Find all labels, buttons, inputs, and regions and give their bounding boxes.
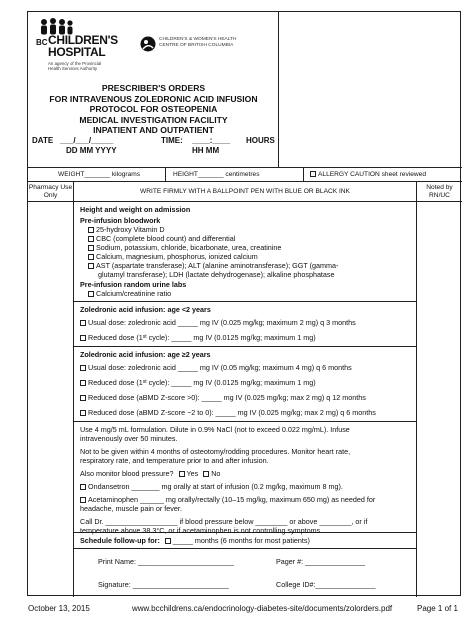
orders-body [28,202,462,597]
admission-section [74,202,416,302]
followup-order[interactable] [80,536,310,545]
dose-label: Usual dose: zoledronic acid _____ mg IV (0.025 mg/kg; maximum 2 mg) q 3 months [88,318,356,327]
checkbox-icon[interactable] [310,171,316,177]
dose-label: Reduced dose (aBMD Z-score >0): _____ mg IV (0.025 mg/kg; max 2 mg) q 12 months [88,393,366,402]
checkbox-icon[interactable] [80,410,86,416]
urine-label: Calcium/creatinine ratio [96,289,172,298]
time-field[interactable]: ____:____ [192,136,231,145]
college-id-field[interactable]: College ID#:_______________ [276,580,376,589]
formulation-line: Use 4 mg/5 mL formulation. Dilute in 0.9% NaCl (not to exceed 0.022 mg/mL). Infuse [80,425,350,434]
title-line-1: PRESCRIBER'S ORDERS [101,83,206,93]
urine-item[interactable] [88,289,171,298]
logo-name [48,34,118,58]
instruction-header: WRITE FIRMLY WITH A BALLPOINT PEN WITH BLUE OR BLACK INK [140,188,350,195]
bc-childrens-hospital-logo [34,18,134,84]
allergy-check[interactable] [310,168,426,182]
dose-label-cont: cycle): _____ mg IV (0.0125 mg/kg; maximum 1 mg) [146,378,316,387]
acetaminophen-label: Acetaminophen ______ mg orally/rectally (10–15 mg/kg, maximum 650 mg) as needed for [88,495,376,504]
cwh-logo-icon [140,36,156,52]
checkbox-icon[interactable] [80,395,86,401]
infusion-under-2-section [74,302,416,347]
acetaminophen-order[interactable] [80,495,375,504]
divider [303,168,304,182]
dose-label-cont: cycle): _____ mg IV (0.0125 mg/kg; maximum 1 mg) [146,333,316,342]
followup-label: Schedule follow-up for: [80,536,160,545]
call-dr-line[interactable]: Call Dr. __________________ if blood pressure below ________ or above ________, or if [80,517,368,526]
over-2-usual-dose[interactable] [80,363,352,372]
over-2-reduced-z-range[interactable] [80,408,376,417]
footer-date: October 13, 2015 [28,604,90,613]
noted-by-header: Noted by RN/UC [416,182,462,202]
under-2-heading: Zoledronic acid infusion: age <2 years [80,305,211,314]
bp-no-label: No [211,469,221,478]
noted-by-column [416,202,462,597]
checkbox-icon[interactable] [88,263,94,269]
infusion-over-2-section [74,347,416,422]
ondansetron-label: Ondansetron _______ mg orally at start of infusion (0.2 mg/kg, maximum 8 mg). [88,482,343,491]
checkbox-icon[interactable] [203,471,209,477]
allergy-label: ALLERGY CAUTION sheet reviewed [318,171,426,178]
bloodwork-item[interactable] [88,261,338,270]
admission-heading: Height and weight on admission [80,205,191,214]
logo-tagline-line2: Health Services Authority [48,66,98,72]
signature-field[interactable]: Signature: ________________________ [98,580,229,589]
bloodwork-label: Sodium, potassium, chloride, bicarbonate, urea, creatinine [96,243,282,252]
monitor-line: respiratory rate, and temperature prior to and after infusion. [80,456,269,465]
logo-tagline-line1: An agency of the Provincial [48,61,102,66]
bloodwork-label: 25-hydroxy Vitamin D [96,225,165,234]
checkbox-icon[interactable] [88,236,94,242]
dose-label: Reduced dose (1 [88,333,143,342]
ordinal-suffix: st [142,379,147,385]
column-headers [28,182,462,202]
checkbox-icon[interactable] [165,538,171,544]
date-format: DD MM YYYY [66,146,117,155]
followup-text: _____ months (6 months for most patients) [172,536,310,545]
formulation-line: intravenously over 50 minutes. [80,434,178,443]
checkbox-icon[interactable] [80,497,86,503]
time-label: TIME: [161,136,183,145]
bp-yes-label: Yes [186,469,199,478]
partner-line1: CHILDREN'S & WOMEN'S HEALTH [159,37,237,42]
under-2-reduced-dose[interactable] [80,333,316,342]
acetaminophen-line: headache, muscle pain or fever. [80,504,182,513]
followup-section [74,533,416,549]
bp-question-label: Also monitor blood pressure? [80,469,174,478]
dose-label: Reduced dose (aBMD Z-score −2 to 0): _____ mg IV (0.025 mg/kg; max 2 mg) q 6 months [88,408,376,417]
form-header [28,12,462,168]
urine-heading: Pre-infusion random urine labs [80,280,187,289]
partner-name [159,37,269,49]
title-line-5: INPATIENT AND OUTPATIENT [93,125,214,136]
dose-label: Usual dose: zoledronic acid _____ mg IV (0.05 mg/kg; maximum 4 mg) q 6 months [88,363,352,372]
title-line-4: MEDICAL INVESTIGATION FACILITY [79,114,228,125]
logo-name-line2: HOSPITAL [48,45,106,59]
checkbox-icon[interactable] [80,335,86,341]
bloodwork-item-cont: glutamyl transferase); LDH (lactate dehydrogenase); alkaline phosphatase [98,270,335,279]
pharmacy-header: Pharmacy Use Only [28,182,74,202]
bp-monitor-question [80,469,220,478]
print-name-field[interactable]: Print Name: ________________________ [98,557,234,566]
bloodwork-item[interactable] [88,243,281,252]
over-2-heading: Zoledronic acid infusion: age ≥2 years [80,350,211,359]
bloodwork-heading: Pre-infusion bloodwork [80,216,161,225]
bloodwork-label: AST (aspartate transferase); ALT (alanine aminotransferase); GGT (gamma- [96,261,339,270]
time-format: HH MM [192,146,220,155]
height-field[interactable]: HEIGHT_______ centimetres [173,171,260,178]
footer-page: Page 1 of 1 [417,604,458,613]
partner-line2: CENTRE OF BRITISH COLUMBIA [159,43,234,48]
title-line-3: PROTOCOL FOR OSTEOPENIA [89,104,218,115]
call-dr-line: temperature above 38.3°C, or if acetaminophen is not controlling symptoms. [80,526,323,535]
bloodwork-item[interactable] [88,234,235,243]
checkbox-icon[interactable] [88,245,94,251]
patient-label-area [280,12,462,168]
header-left-panel [28,12,279,168]
checkbox-icon[interactable] [179,471,185,477]
over-2-reduced-dose[interactable] [80,378,316,387]
administration-notes-section [74,422,416,533]
logo-tagline [48,61,118,71]
ordinal-suffix: st [142,334,147,340]
logo-name-line1: CHILDREN'S [48,33,118,47]
signature-section [74,549,416,597]
checkbox-icon[interactable] [80,484,86,490]
checkbox-icon[interactable] [88,291,94,297]
title-line-2: FOR INTRAVENOUS ZOLEDRONIC ACID INFUSION [49,93,258,104]
date-label: DATE [32,136,54,145]
logo-bc-text: BC [36,38,48,47]
weight-field[interactable]: WEIGHT_______ kilograms [58,171,141,178]
checkbox-icon[interactable] [80,365,86,371]
monitor-line: Not to be given within 4 months of osteotomy/rodding procedures. Monitor heart rate, [80,447,351,456]
bloodwork-label: Calcium, magnesium, phosphorus, ionized calcium [96,252,258,261]
pager-field[interactable]: Pager #: _______________ [276,557,366,566]
order-form [27,11,461,596]
footer-url[interactable]: www.bcchildrens.ca/endocrinology-diabetes-site/documents/zolorders.pdf [132,604,393,613]
divider [165,168,166,182]
form-title [28,83,279,136]
over-2-reduced-z-positive[interactable] [80,393,366,402]
bloodwork-label: CBC (complete blood count) and differential [96,234,236,243]
dose-label: Reduced dose (1 [88,378,143,387]
checkbox-icon[interactable] [88,227,94,233]
measurements-row [28,168,462,182]
checkbox-icon[interactable] [80,320,86,326]
pharmacy-column [28,202,74,597]
checkbox-icon[interactable] [80,380,86,386]
date-field[interactable]: ___/___/_____ [60,136,114,145]
checkbox-icon[interactable] [88,254,94,260]
hours-label: HOURS [246,136,275,145]
bloodwork-item[interactable] [88,225,165,234]
under-2-usual-dose[interactable] [80,318,356,327]
bloodwork-item[interactable] [88,252,258,261]
ondansetron-order[interactable] [80,482,343,491]
